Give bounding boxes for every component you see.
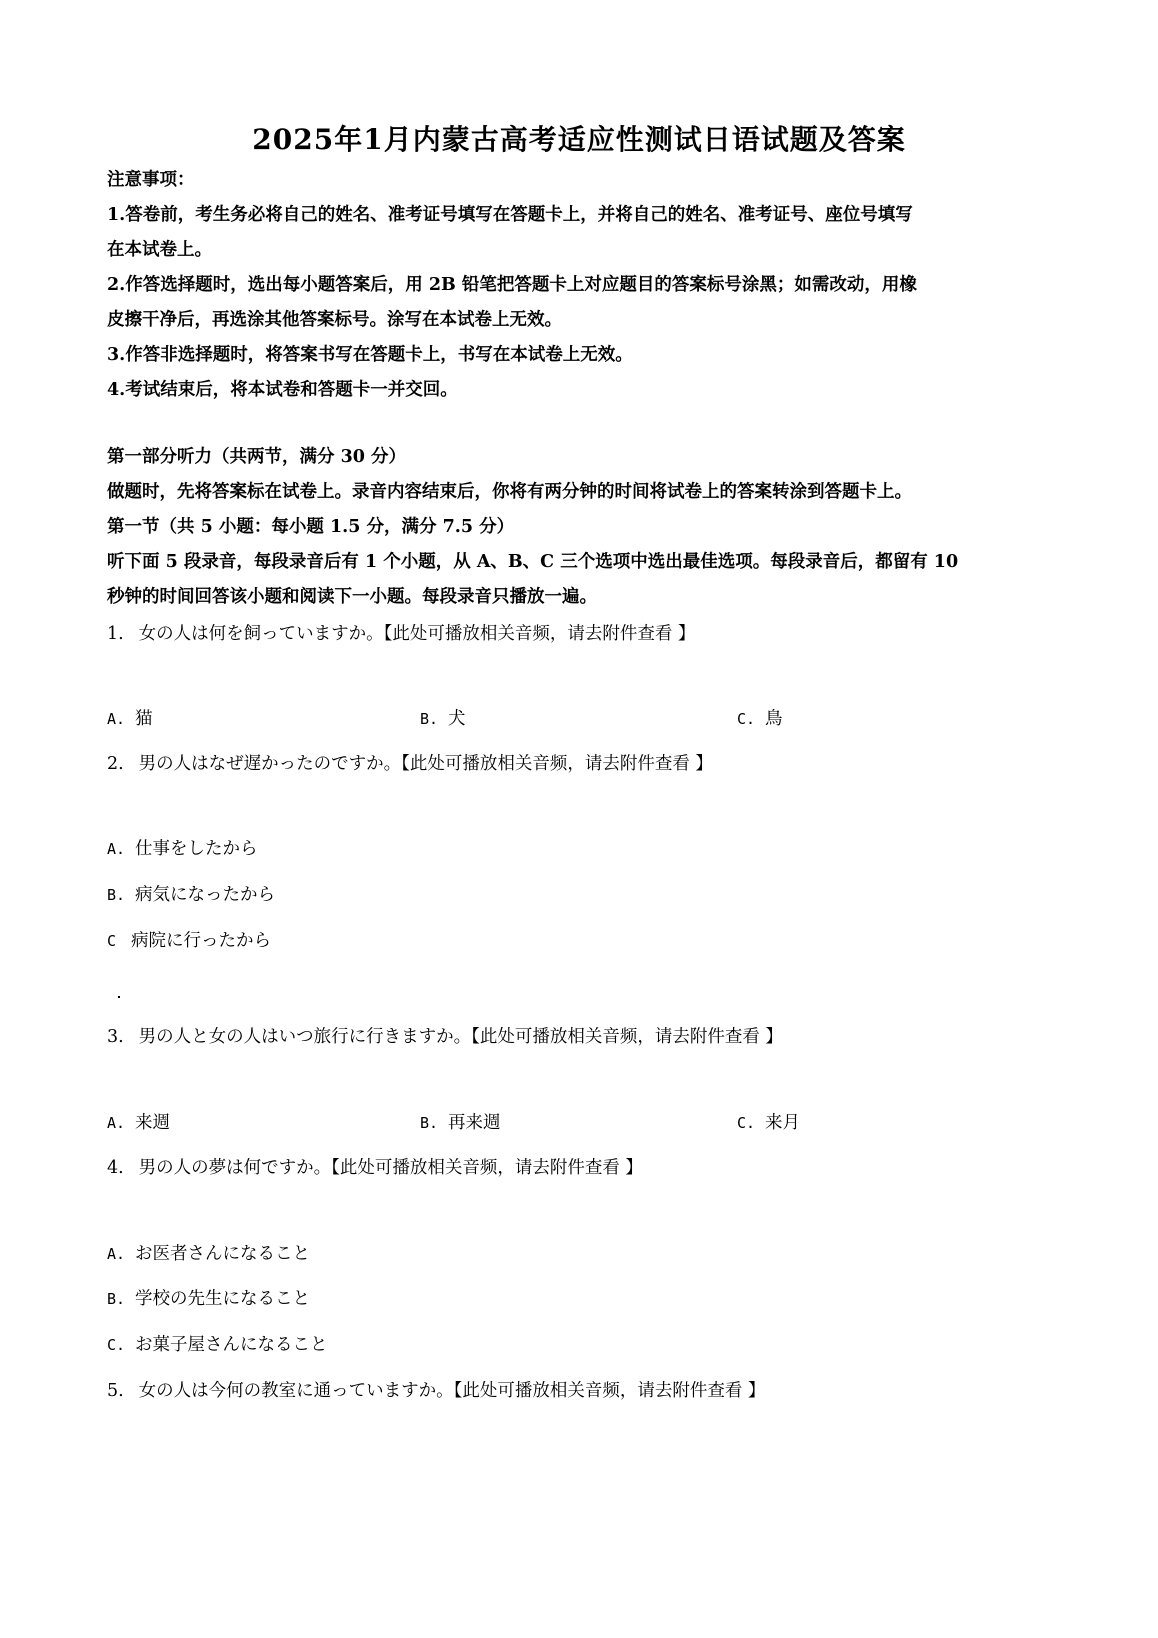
option-b xyxy=(420,705,466,730)
question-3 xyxy=(107,1023,783,1048)
option-text: 来月 xyxy=(765,1113,800,1133)
option-label: B. xyxy=(420,1114,439,1132)
option-c xyxy=(737,1109,800,1134)
option-label: A. xyxy=(107,840,126,858)
option-a xyxy=(107,705,153,730)
option-label: C xyxy=(107,932,117,950)
option-text: 学校の先生になること xyxy=(135,1289,310,1309)
option-label: A. xyxy=(107,1245,126,1263)
notice-item: 3.作答非选择题时，将答案书写在答题卡上，书写在本试卷上无效。 xyxy=(107,345,633,365)
option-label: B. xyxy=(107,886,126,904)
question-text: 女の人は今何の教室に通っていますか。【此处可播放相关音频，请去附件查看 】 xyxy=(138,1381,766,1401)
option-text: お菓子屋さんになること xyxy=(135,1335,328,1355)
option-text: 再来週 xyxy=(448,1113,501,1133)
question-number: 4. xyxy=(107,1158,124,1178)
part1-heading: 第一部分听力（共两节，满分 30 分） xyxy=(107,447,407,467)
section1-instruction: 秒钟的时间回答该小题和阅读下一小题。每段录音只播放一遍。 xyxy=(107,587,597,607)
option-c xyxy=(107,927,271,952)
section1-heading: 第一节（共 5 小题：每小题 1.5 分，满分 7.5 分） xyxy=(107,517,515,537)
option-label: C. xyxy=(737,1114,756,1132)
option-b xyxy=(107,1285,310,1310)
option-text: 病院に行ったから xyxy=(131,931,271,951)
option-text: お医者さんになること xyxy=(135,1244,310,1264)
option-a xyxy=(107,835,258,860)
option-label: A. xyxy=(107,710,126,728)
option-label: B. xyxy=(107,1290,126,1308)
question-2 xyxy=(107,750,713,775)
option-label: B. xyxy=(420,710,439,728)
option-text: 猫 xyxy=(135,709,153,729)
notice-heading: 注意事项： xyxy=(107,170,195,190)
notice-item: 在本试卷上。 xyxy=(107,240,212,260)
question-text: 男の人はなぜ遅かったのですか。【此处可播放相关音频，请去附件查看 】 xyxy=(138,754,713,774)
option-label: C. xyxy=(737,710,756,728)
question-5 xyxy=(107,1377,765,1402)
question-number: 1. xyxy=(107,624,124,644)
question-1 xyxy=(107,620,695,645)
stray-dot xyxy=(118,996,120,998)
option-text: 鳥 xyxy=(765,709,783,729)
question-number: 3. xyxy=(107,1027,124,1047)
option-c xyxy=(737,705,783,730)
option-text: 来週 xyxy=(135,1113,170,1133)
section1-instruction: 听下面 5 段录音，每段录音后有 1 个小题，从 A、B、C 三个选项中选出最佳选项。每段录音后，都留有 10 xyxy=(107,552,959,572)
question-number: 2. xyxy=(107,754,124,774)
question-4 xyxy=(107,1154,643,1179)
notice-item: 皮擦干净后，再选涂其他答案标号。涂写在本试卷上无效。 xyxy=(107,310,562,330)
option-b xyxy=(420,1109,501,1134)
option-c xyxy=(107,1331,328,1356)
option-text: 犬 xyxy=(448,709,466,729)
part1-instruction: 做题时，先将答案标在试卷上。录音内容结束后，你将有两分钟的时间将试卷上的答案转涂到答题卡上。 xyxy=(107,482,912,502)
question-text: 男の人の夢は何ですか。【此处可播放相关音频，请去附件查看 】 xyxy=(138,1158,643,1178)
option-a xyxy=(107,1109,170,1134)
question-text: 女の人は何を飼っていますか。【此处可播放相关音频，请去附件查看 】 xyxy=(138,624,696,644)
option-text: 病気になったから xyxy=(135,885,275,905)
question-number: 5. xyxy=(107,1381,124,1401)
option-label: C. xyxy=(107,1336,126,1354)
option-label: A. xyxy=(107,1114,126,1132)
question-text: 男の人と女の人はいつ旅行に行きますか。【此处可播放相关音频，请去附件查看 】 xyxy=(138,1027,783,1047)
page-title: 2025年1月内蒙古高考适应性测试日语试题及答案 xyxy=(252,123,906,156)
notice-item: 1.答卷前，考生务必将自己的姓名、准考证号填写在答题卡上，并将自己的姓名、准考证号、座位号填写 xyxy=(107,205,913,225)
notice-item: 4.考试结束后，将本试卷和答题卡一并交回。 xyxy=(107,380,458,400)
notice-item: 2.作答选择题时，选出每小题答案后，用 2B 铅笔把答题卡上对应题目的答案标号涂黑；如需改动，用橡 xyxy=(107,275,917,295)
option-a xyxy=(107,1240,310,1265)
option-text: 仕事をしたから xyxy=(135,839,258,859)
option-b xyxy=(107,881,275,906)
